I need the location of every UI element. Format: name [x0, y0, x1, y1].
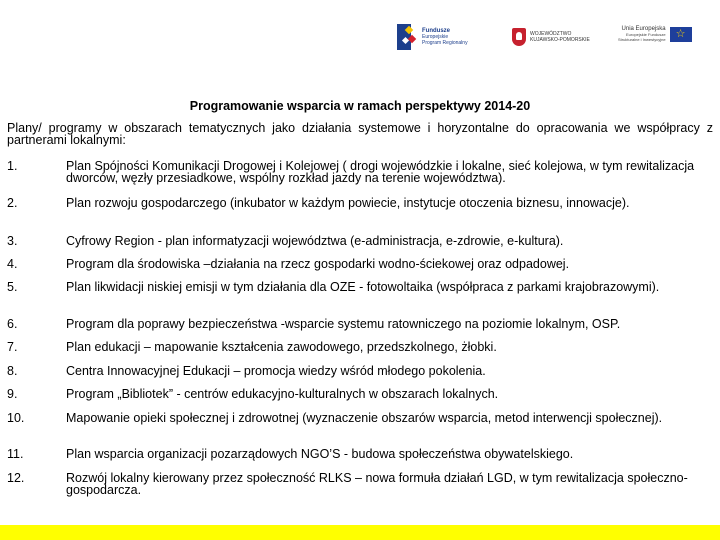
intro-text [7, 122, 713, 146]
list-item-number: 6. [7, 317, 18, 331]
eu-logo-line2: Europejskie Fundusze [626, 32, 666, 37]
list-item-number: 3. [7, 234, 18, 248]
list-item-text: Plan wsparcia organizacji pozarządowych NGO’S - budowa społeczeństwa obywatelskiego. [66, 447, 574, 461]
list-item-text: Cyfrowy Region - plan informatyzacji województwa (e-administracja, e-zdrowie, e-kultura). [66, 234, 564, 248]
woj-logo-line1: WOJEWÓDZTWO [530, 31, 572, 37]
wojewodztwo-logo [512, 28, 590, 46]
list-item-text: Plan edukacji – mapowanie kształcenia zawodowego, przedszkolnego, żłobki. [66, 340, 497, 354]
list-item-text: Plan rozwoju gospodarczego (inkubator w każdym powiecie, instytucje otoczenia biznesu, innowacje). [66, 196, 630, 210]
fe-logo-line1: Fundusze [422, 28, 450, 34]
woj-logo-line2: KUJAWSKO-POMORSKIE [530, 37, 590, 43]
list-item-text: Rozwój lokalny kierowany przez społeczność RLKS – nowa formuła działań LGD, w tym rewitalizacja społeczno-gospodarcza. [66, 471, 688, 497]
list-item-number: 5. [7, 280, 18, 294]
list-item-number: 12. [7, 471, 25, 485]
list-item-text: Plan likwidacji niskiej emisji w tym działania dla OZE - fotowoltaika (współpraca z parkami krajobrazowymi). [66, 280, 660, 294]
list-item-text: Program dla poprawy bezpieczeństwa -wsparcie systemu ratowniczego na poziomie lokalnym, OSP. [66, 317, 621, 331]
fundusze-europejskie-logo [397, 24, 468, 50]
eu-logo-line3: Strukturalne i Inwestycyjne [618, 37, 666, 42]
list-item-number: 10. [7, 411, 25, 425]
list-item-text: Program dla środowiska –działania na rzecz gospodarki wodno-ściekowej oraz odpadowej. [66, 257, 570, 271]
list-item-number: 8. [7, 364, 18, 378]
fe-logo-line2: Europejskie [422, 34, 449, 40]
list-item-number: 4. [7, 257, 18, 271]
crest-icon [512, 28, 526, 46]
list-item-number: 2. [7, 196, 18, 210]
list-item-number: 9. [7, 387, 18, 401]
intro-label: Plany/ programy w obszarach tematycznych jako działania systemowe i horyzontalne do opracowania we współpracy z partnerami lokalnymi: [7, 121, 713, 147]
list-item-text: Mapowanie opieki społecznej i zdrowotnej (wyznaczenie obszarów wsparcia, metod interwencji społecznej). [66, 411, 663, 425]
list-item-text: Program „Bibliotek” - centrów edukacyjno-kulturalnych w obszarach lokalnych. [66, 387, 499, 401]
logo-bar [367, 0, 720, 74]
bottom-bar [0, 525, 720, 540]
fe-logo-line3: Program Regionalny [422, 40, 468, 46]
eu-logo-line1: Unia Europejska [621, 26, 666, 32]
list-item-number: 7. [7, 340, 18, 354]
fe-emblem-icon [397, 24, 419, 50]
list-item-number: 11. [7, 447, 24, 461]
eu-flag-icon [670, 27, 692, 42]
unia-europejska-logo [618, 26, 692, 42]
list-item-text: Centra Innowacyjnej Edukacji – promocja wiedzy wśród młodego pokolenia. [66, 364, 486, 378]
page-title: Programowanie wsparcia w ramach perspektywy 2014-20 [189, 99, 531, 113]
list-item-text: Plan Spójności Komunikacji Drogowej i Kolejowej ( drogi wojewódzkie i lokalne, sieć kolejowa, w tym rewitalizacja dworców, węzły przesiadkowe, wspólny rozkład jazdy na terenie województwa). [66, 159, 695, 185]
list-item-number: 1. [7, 159, 18, 173]
